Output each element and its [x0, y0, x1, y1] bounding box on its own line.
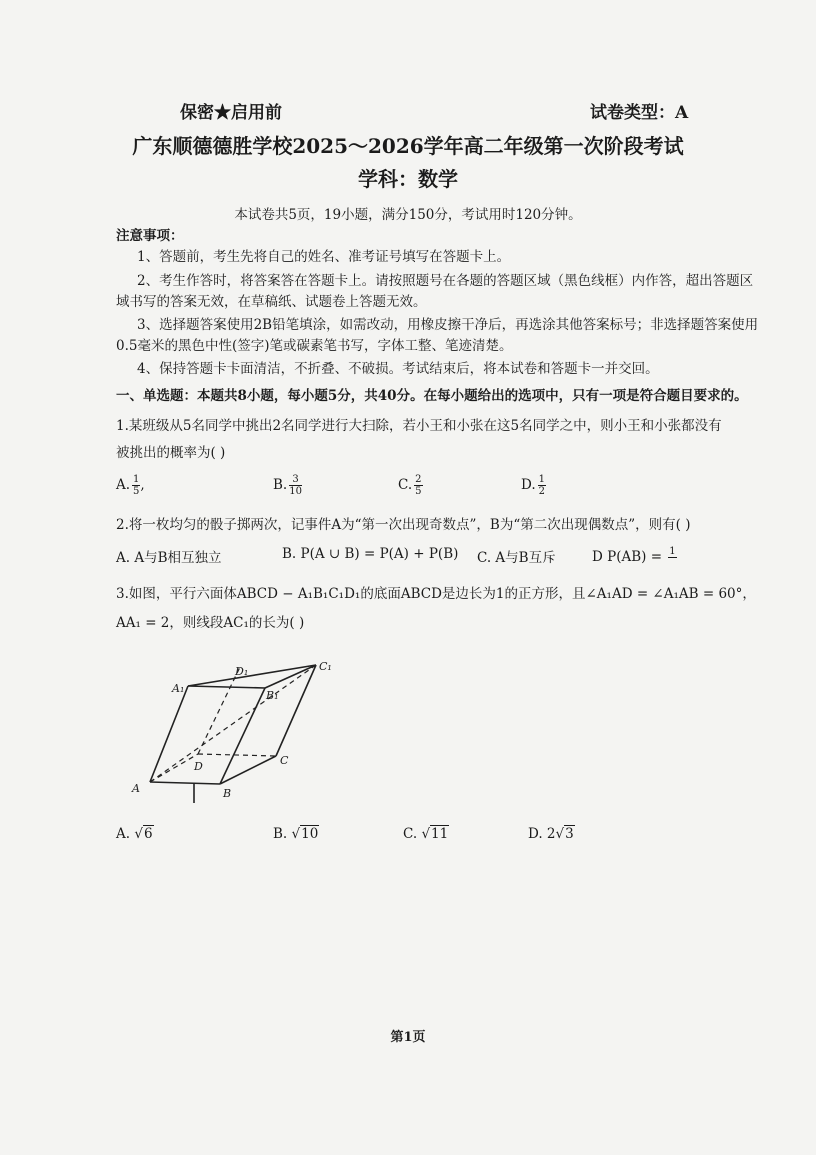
notice-heading: 注意事项： [116, 228, 184, 244]
question-1-line2: 被挑出的概率为( ) [116, 445, 226, 461]
q3-option-c: C. √11 [403, 826, 449, 842]
notice-item-3-line2: 0.5毫米的黑色中性(签字)笔或碳素笔书写，字体工整、笔迹清楚。 [116, 338, 513, 354]
q1-option-c: C. $\frac{2}{5}$ [398, 474, 422, 497]
q1-option-b-fraction: $\frac{3}{10}$ [289, 474, 302, 497]
label-b1: B₁ [266, 689, 279, 702]
exam-info: 本试卷共5页，19小题，满分150分，考试用时120分钟。 [234, 207, 582, 223]
q1-option-d-fraction: $\frac{1}{2}$ [538, 474, 546, 497]
edge-bb1 [220, 688, 265, 784]
section-1-heading: 一、单选题：本题共8小题，每小题5分，共40分。在每小题给出的选项中，只有一项是符合题目要求的。 [116, 388, 748, 404]
label-a: A [132, 782, 140, 795]
notice-item-2-line2: 域书写的答案无效，在草稿纸、试题卷上答题无效。 [116, 294, 427, 310]
edge-a1b1 [188, 686, 265, 688]
edge-cc1 [276, 665, 316, 756]
q1-option-a: A. $\frac{1}{5}$ , [116, 474, 145, 497]
hidden-edge-dc [198, 754, 276, 756]
q3-option-c-sqrt: √11 [421, 826, 449, 842]
edge-ab [150, 782, 220, 784]
confidential-label: 保密★启用前 [180, 103, 282, 123]
label-b: B [223, 787, 232, 800]
question-3-line2: AA₁ = 2，则线段AC₁的长为( ) [116, 615, 305, 631]
label-c1: C₁ [319, 660, 332, 673]
exam-title: 广东顺德德胜学校2025～2026学年高二年级第一次阶段考试 [132, 134, 684, 158]
notice-item-4: 4、保持答题卡卡面清洁，不折叠、不破损。考试结束后，将本试卷和答题卡一并交回。 [137, 361, 659, 377]
q1-option-c-fraction: $\frac{2}{5}$ [415, 474, 422, 497]
q3-option-a-sqrt: √6 [134, 826, 153, 842]
label-c: C [280, 754, 289, 767]
q2-option-b: B. P(A ∪ B) = P(A) + P(B) [282, 546, 459, 562]
q2-option-a: A. A与B相互独立 [116, 550, 222, 566]
edge-a1d1c1 [188, 665, 316, 686]
q3-option-d-sqrt: √3 [555, 826, 574, 842]
parallelepiped-figure [130, 655, 350, 810]
page-number: 第1页 [390, 1030, 426, 1045]
question-1-line1: 1.某班级从5名同学中挑出2名同学进行大扫除，若小王和小张在这5名同学之中，则小王和小张都没有 [116, 418, 722, 434]
q3-option-b: B. √10 [273, 826, 319, 842]
q2-option-c: C. A与B互斥 [477, 550, 556, 566]
q3-option-d: D. 2√3 [528, 826, 574, 842]
edge-bc [220, 756, 276, 784]
label-d1: D₁ [235, 665, 249, 678]
label-d: D [194, 760, 203, 773]
question-2-stem: 2.将一枚均匀的骰子掷两次，记事件A为“第一次出现奇数点”，B为“第二次出现偶数点”，则有( ) [116, 517, 691, 533]
notice-item-1: 1、答题前，考生先将自己的姓名、准考证号填写在答题卡上。 [137, 249, 511, 265]
hidden-edge-dd1 [198, 667, 240, 754]
edge-aa1 [150, 686, 188, 782]
q2-option-d-fraction: 1 [669, 546, 676, 557]
q2-option-d: D P(AB) = 1 [592, 546, 677, 569]
q1-option-b: B. $\frac{3}{10}$ [273, 474, 302, 497]
q3-option-b-sqrt: √10 [291, 826, 319, 842]
question-3-line1: 3.如图，平行六面体ABCD − A₁B₁C₁D₁的底面ABCD是边长为1的正方形，且∠A₁AD = ∠A₁AB = 60°， [116, 586, 756, 602]
notice-item-2-line1: 2、考生作答时，将答案答在答题卡上。请按照题号在各题的答题区域（黑色线框）内作答，超出答题区 [137, 273, 754, 289]
paper-type-label: 试卷类型：A [590, 103, 689, 123]
label-a1: A₁ [172, 682, 185, 695]
q3-option-a: A. √6 [116, 826, 153, 842]
notice-item-3-line1: 3、选择题答案使用2B铅笔填涂，如需改动，用橡皮擦干净后，再选涂其他答案标号；非选择题答案使用 [137, 317, 759, 333]
subject-title: 学科：数学 [358, 167, 458, 191]
q1-option-a-fraction: $\frac{1}{5}$ [133, 474, 140, 497]
q1-option-d: D. $\frac{1}{2}$ [521, 474, 546, 497]
hidden-edge-ad [150, 754, 198, 782]
